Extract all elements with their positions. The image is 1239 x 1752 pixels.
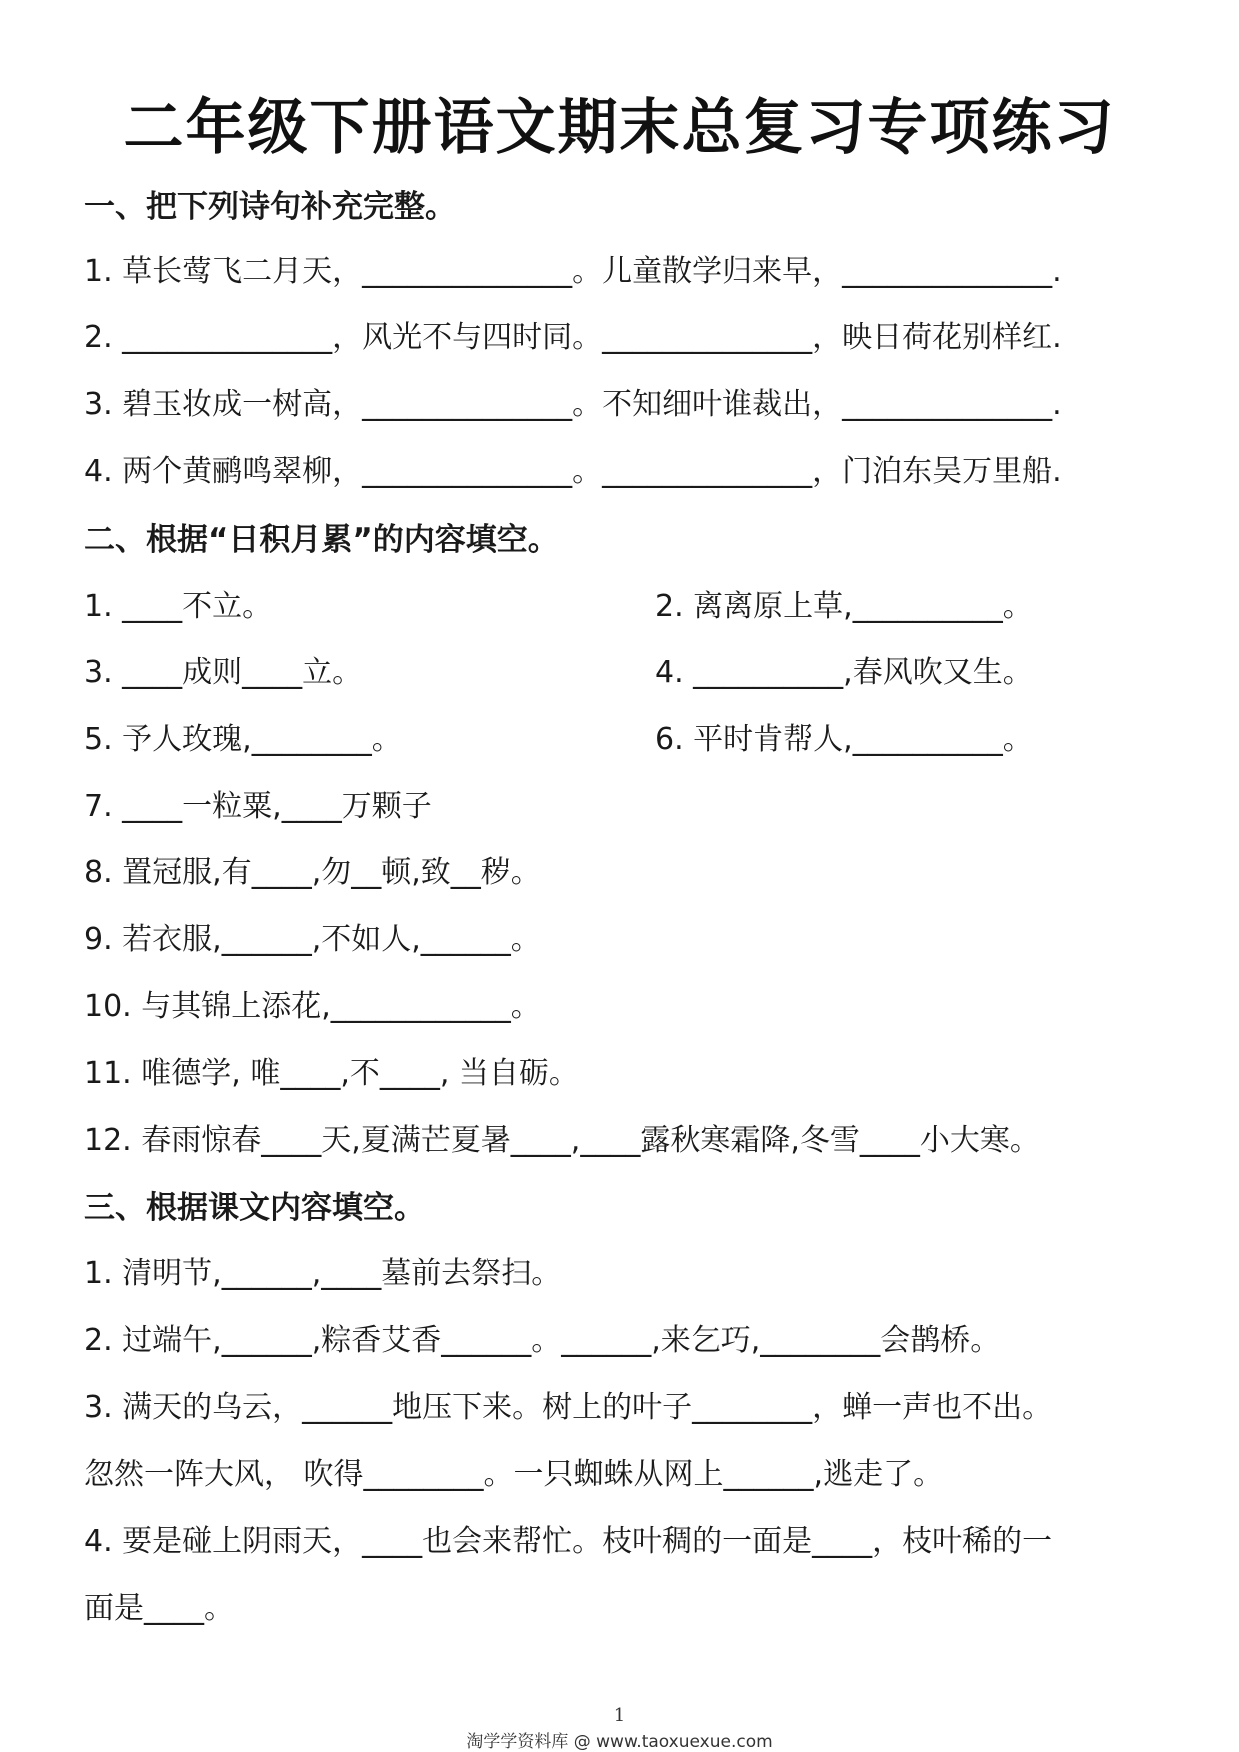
section-2-question-12: 12. 春雨惊春____天,夏满芒夏暑____,____露秋寒霜降,冬雪____小大寒。	[84, 1123, 1040, 1158]
section-1-question-4: 4. 两个黄鹂鸣翠柳，______________。______________，门泊东吴万里船.	[84, 454, 1062, 489]
section-2-heading: 二、根据“日积月累”的内容填空。	[84, 522, 559, 558]
section-2-question-1: 1. ____不立。	[84, 589, 273, 624]
page-number: 1	[613, 1705, 626, 1726]
section-3-question-1: 1. 清明节,______,____墓前去祭扫。	[84, 1256, 562, 1291]
section-2-question-11: 11. 唯德学, 唯____,不____, 当自砺。	[84, 1056, 579, 1091]
section-2-question-5: 5. 予人玫瑰,________。	[84, 722, 402, 757]
page-title: 二年级下册语文期末总复习专项练习	[123, 93, 1116, 163]
section-3-question-4-continued: 面是____。	[84, 1591, 234, 1626]
section-2-question-4: 4. __________,春风吹又生。	[655, 655, 1033, 690]
section-2-question-10: 10. 与其锦上添花,____________。	[84, 989, 541, 1024]
section-3-question-3-continued: 忽然一阵大风， 吹得________。一只蜘蛛从网上______,逃走了。	[84, 1457, 944, 1492]
section-2-question-3: 3. ____成则____立。	[84, 655, 363, 690]
section-2-question-8: 8. 置冠服,有____,勿__顿,致__秽。	[84, 855, 541, 890]
section-1-question-1: 1. 草长莺飞二月天，______________。儿童散学归来早，______________.	[84, 254, 1062, 289]
section-1-heading: 一、把下列诗句补充完整。	[84, 189, 456, 225]
section-3-heading: 三、根据课文内容填空。	[84, 1190, 425, 1226]
section-2-question-2: 2. 离离原上草,__________。	[655, 589, 1033, 624]
section-3-question-3: 3. 满天的乌云，______地压下来。树上的叶子________，蝉一声也不出。	[84, 1390, 1053, 1425]
section-2-question-9: 9. 若衣服,______,不如人,______。	[84, 922, 541, 957]
section-3-question-4: 4. 要是碰上阴雨天，____也会来帮忙。枝叶稠的一面是____，枝叶稀的一	[84, 1524, 1053, 1559]
section-1-question-2: 2. ______________，风光不与四时同。______________，映日荷花别样红.	[84, 320, 1062, 355]
footer-watermark: 淘学学资料库 @ www.taoxuexue.com	[466, 1732, 773, 1752]
section-2-question-6: 6. 平时肯帮人,__________。	[655, 722, 1033, 757]
section-2-question-7: 7. ____一粒粟,____万颗子	[84, 789, 432, 824]
section-1-question-3: 3. 碧玉妆成一树高，______________。不知细叶谁裁出，______________.	[84, 387, 1062, 422]
section-3-question-2: 2. 过端午,______,粽香艾香______。______,来乞巧,________会鹊桥。	[84, 1323, 1001, 1358]
